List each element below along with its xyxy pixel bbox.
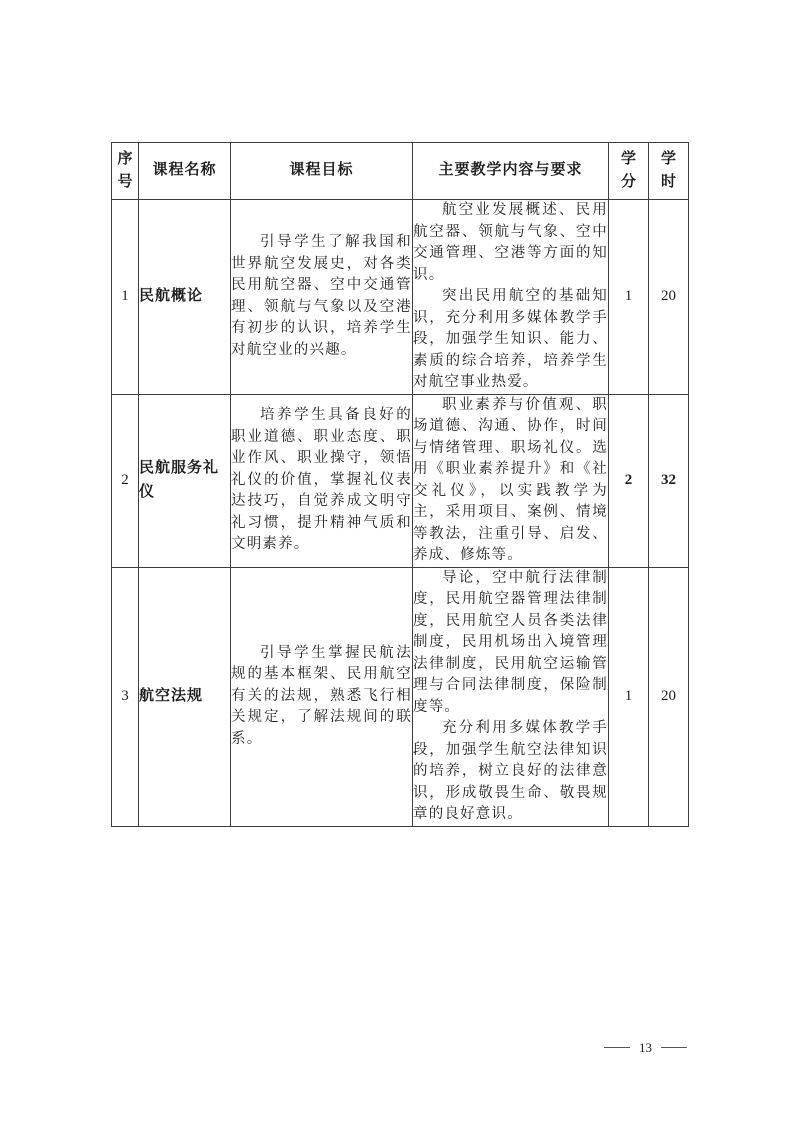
row1-num: 1 xyxy=(112,200,139,395)
header-content: 主要教学内容与要求 xyxy=(413,143,609,200)
header-hours xyxy=(649,143,689,200)
row1-goal-paragraph: 引导学生了解我国和世界航空发展史，对各类民用航空器、空中交通管理、领航与气象以及空港有初步的认识，培养学生对航空业的兴趣。 xyxy=(231,234,412,358)
header-course-goal: 课程目标 xyxy=(231,143,413,200)
row3-content-paragraph-1: 导论，空中航行法律制度，民用航空器管理法律制度，民用航空人员各类法律制度，民用机场出入境管理法律制度，民用航空运输管理与合同法律制度，保险制度等。 xyxy=(413,569,608,715)
row2-num: 2 xyxy=(112,394,139,567)
footer-right-dash xyxy=(661,1047,687,1048)
row3-content-paragraph-2: 充分利用多媒体教学手段，加强学生航空法律知识的培养，树立良好的法律意识，形成敬畏生命、敬畏规章的良好意识。 xyxy=(413,720,608,822)
header-num xyxy=(112,143,139,200)
row3-goal-paragraph: 引导学生掌握民航法规的基本框架、民用航空有关的法规，熟悉飞行相关规定，了解法规间的联系。 xyxy=(231,644,412,747)
row3-credit: 1 xyxy=(609,567,649,826)
row3-hours: 20 xyxy=(649,567,689,826)
row3-course-name: 航空法规 xyxy=(139,567,231,826)
row1-content-paragraph-1: 航空业发展概述、民用航空器、领航与气象、空中交通管理、空港等方面的知识。 xyxy=(413,202,608,283)
row2-course-name: 民航服务礼仪 xyxy=(139,394,231,567)
row1-content xyxy=(413,200,609,395)
row3-course-goal xyxy=(231,567,413,826)
row1-content-paragraph-2: 突出民用航空的基础知识，充分利用多媒体教学手段，加强学生知识、能力、素质的综合培养，培养学生对航空事业热爱。 xyxy=(413,288,608,390)
header-course-name: 课程名称 xyxy=(139,143,231,200)
row1-course-goal xyxy=(231,200,413,395)
row3-num: 3 xyxy=(112,567,139,826)
header-credit xyxy=(609,143,649,200)
footer-left-dash xyxy=(604,1047,630,1048)
row2-course-goal xyxy=(231,394,413,567)
row3-content xyxy=(413,567,609,826)
page-number: 13 xyxy=(639,1040,652,1055)
table-header-row xyxy=(112,143,689,200)
row2-hours: 32 xyxy=(649,394,689,567)
header-credit-label: 学分 xyxy=(620,151,636,190)
row2-content-paragraph-1: 职业素养与价值观、职场道德、沟通、协作，时间与情绪管理、职场礼仪。选用《职业素养提升》和《社交礼仪》，以实践教学为主，采用项目、案例、情境等教法，注重引导、启发、养成、修炼等。 xyxy=(413,396,608,563)
table-row xyxy=(112,200,689,395)
course-table xyxy=(111,142,689,827)
header-hours-label: 学时 xyxy=(660,151,676,190)
row1-credit: 1 xyxy=(609,200,649,395)
row1-course-name: 民航概论 xyxy=(139,200,231,395)
header-num-label: 序号 xyxy=(117,151,133,190)
table-row xyxy=(112,394,689,567)
row2-content xyxy=(413,394,609,567)
row2-goal-paragraph: 培养学生具备良好的职业道德、职业态度、职业作风、职业操守，领悟礼仪的价值，掌握礼仪表达技巧，自觉养成文明守礼习惯，提升精神气质和文明素养。 xyxy=(231,407,412,553)
table-row xyxy=(112,567,689,826)
row2-credit: 2 xyxy=(609,394,649,567)
page-footer xyxy=(595,1040,690,1056)
row1-hours: 20 xyxy=(649,200,689,395)
